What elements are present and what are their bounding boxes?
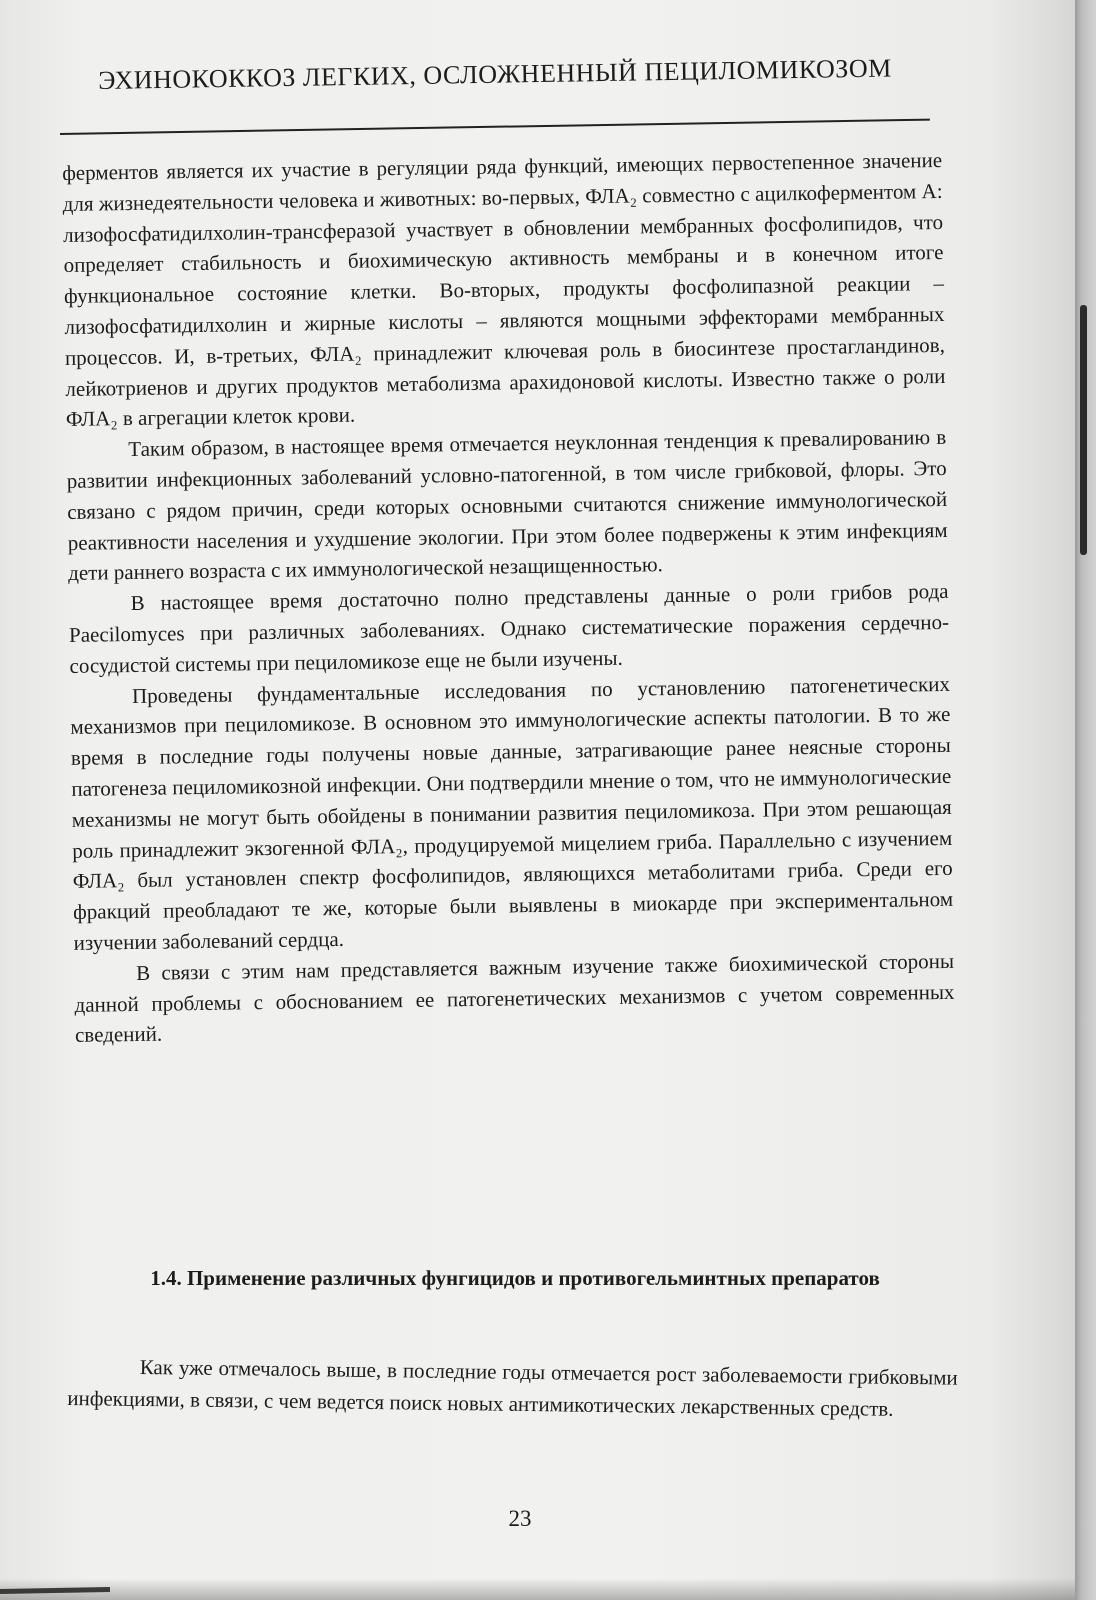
paragraph-5: В связи с этим нам представляется важным изучение также биохимической стороны данной проблемы с обоснованием ее патогенетических механизмов с учетом современных сведений.: [74, 948, 955, 1048]
section-text: [67, 1350, 958, 1426]
page-number: 23: [508, 1506, 532, 1531]
edge-mark: [1080, 305, 1087, 555]
section-heading: 1.4. Применение различных фунгицидов и противогельминтных препаратов: [150, 1266, 880, 1290]
header-rule: [60, 119, 930, 135]
page-bottom-shadow: [0, 1578, 1075, 1600]
running-header: ЭХИНОКОККОЗ ЛЕГКИХ, ОСЛОЖНЕННЫЙ ПЕЦИЛОМИКОЗОМ: [97, 53, 892, 95]
main-text: [62, 145, 955, 1051]
paragraph-2: Таким образом, в настоящее время отмечается неуклонная тенденция к превалированию в развитии инфекционных заболеваний условно-патогенной, в том числе грибковой, флоры. Это связано с рядом причин, среди которых основными считаются снижение иммунологической реактивности населения и ухудшение экологии. При этом более подвержены к этим инфекциям дети раннего возраста с их иммунологической незащищенностью.: [66, 425, 948, 586]
paragraph-1: ферментов является их участие в регуляции ряда функций, имеющих первостепенное значение для жизнедеятельности человека и животных: во-первых, ФЛА₂ совместно с ацилкоферментом А: лизофосфатидилхолин-трансферазой участвует в обновлении мембранных фосфолипидов, что определяет стабильность и биохимическую активность мембраны и в конечном итоге функциональное состояние клетки. Во-вторых, продукты фосфолипазной реакции – лизофосфатидилхолин и жирные кислоты – являются мощными эффекторами мембранных процессов. И, в-третьих, ФЛА₂ принадлежит ключевая роль в биосинтезе простагландинов, лейкотриенов и других продуктов метаболизма арахидоновой кислоты. Известно также о роли ФЛА₂ в агрегации клеток крови.: [62, 147, 946, 432]
book-spine-edge: [1075, 0, 1096, 1600]
paragraph-3: В настоящее время достаточно полно представлены данные о роли грибов рода Paecilomyces при различных заболеваниях. Однако систематические поражения сердечно-сосудистой системы при пециломикозе еще не были изучены.: [68, 579, 950, 678]
paragraph-4: Проведены фундаментальные исследования по установлению патогенетических механизмов при пециломикозе. В основном это иммунологические аспекты патологии. В то же время в последние годы получены новые данные, затрагивающие ранее неясные стороны патогенеза пециломикозной инфекции. Они подтвердили мнение о том, что не иммунологические механизмы не могут быть обойдены в понимании развития пециломикоза. При этом решающая роль принадлежит экзогенной ФЛА₂, продуцируемой мицелием гриба. Параллельно с изучением ФЛА₂ был установлен спектр фосфолипидов, являющихся метаболитами гриба. Среди его фракций преобладают те же, которые были выявлены в миокарде при экспериментальном изучении заболеваний сердца.: [70, 671, 954, 955]
section-paragraph: Как уже отмечалось выше, в последние годы отмечается рост заболеваемости грибковыми инфекциями, в связи, с чем ведется поиск новых антимикотических лекарственных средств.: [67, 1354, 958, 1421]
